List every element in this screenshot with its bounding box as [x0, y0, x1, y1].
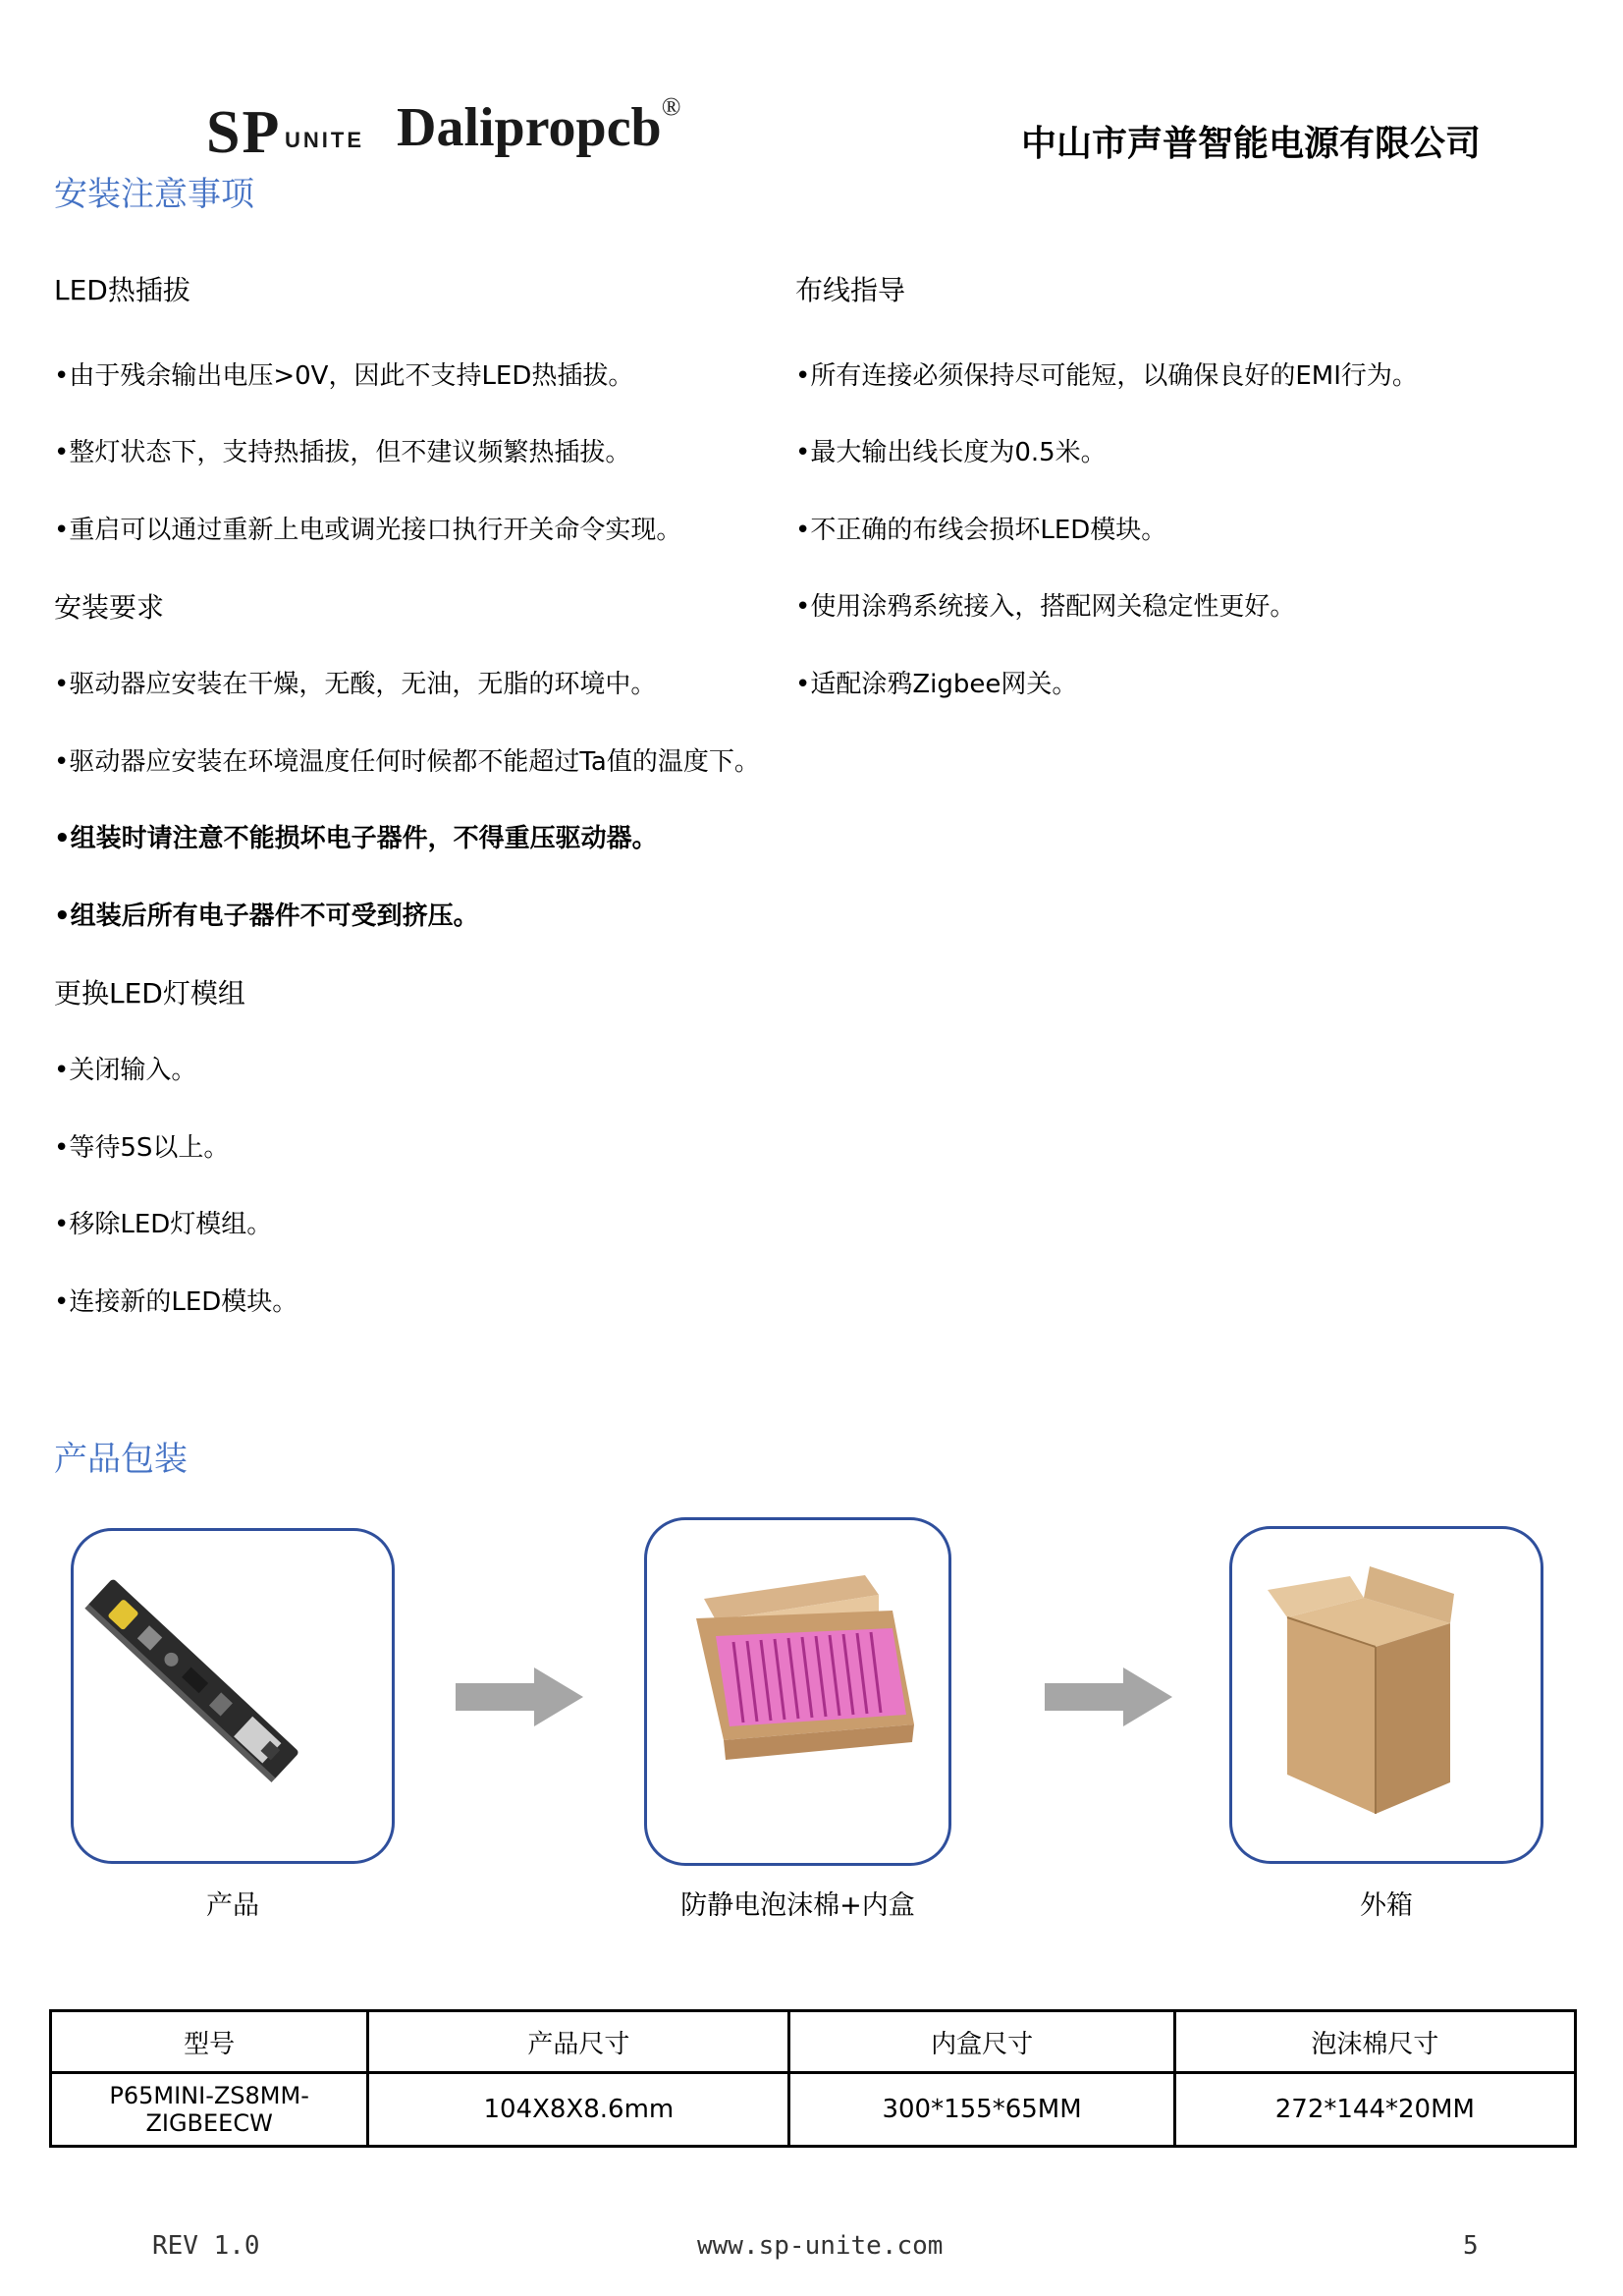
table-cell: 104X8X8.6mm: [368, 2073, 789, 2147]
table-cell: 272*144*20MM: [1174, 2073, 1575, 2147]
table-header-row: [51, 2011, 1576, 2073]
requirements-item: •组装时请注意不能损坏电子器件，不得重压驱动器。: [54, 824, 658, 853]
hotplug-item: •整灯状态下，支持热插拔，但不建议频繁热插拔。: [54, 438, 631, 467]
wiring-item: •不正确的布线会损坏LED模块。: [795, 516, 1167, 545]
packaging-spec-table: [49, 2009, 1577, 2148]
replace-item: •关闭输入。: [54, 1056, 197, 1085]
arrow-right-icon: [456, 1667, 583, 1726]
caption-inner-box: 防静电泡沫棉+内盒: [680, 1890, 915, 1921]
wiring-item: •适配涂鸦Zigbee网关。: [795, 670, 1078, 699]
logo-dali-text: Dalipropcb: [397, 97, 662, 158]
page-number: 5: [1463, 2231, 1479, 2261]
led-driver-board-icon: [74, 1531, 392, 1861]
caption-outer-carton: 外箱: [1360, 1890, 1413, 1921]
table-header: 型号: [51, 2011, 368, 2073]
hotplug-heading: LED热插拔: [54, 274, 190, 306]
registered-mark: ®: [661, 92, 681, 121]
logo-dalipropcb: [397, 92, 681, 159]
company-name: 中山市声普智能电源有限公司: [1020, 124, 1481, 164]
wiring-item: •所有连接必须保持尽可能短，以确保良好的EMI行为。: [795, 361, 1418, 391]
inner-box-image: [644, 1517, 951, 1866]
replace-item: •移除LED灯模组。: [54, 1210, 273, 1239]
product-image: [71, 1528, 395, 1864]
arrow-right-icon: [1045, 1667, 1172, 1726]
replace-item: •连接新的LED模块。: [54, 1287, 298, 1317]
wiring-item: •使用涂鸦系统接入，搭配网关稳定性更好。: [795, 592, 1296, 622]
table-header: 产品尺寸: [368, 2011, 789, 2073]
table-header: 泡沫棉尺寸: [1174, 2011, 1575, 2073]
packaging-title: 产品包装: [54, 1440, 188, 1479]
requirements-heading: 安装要求: [54, 591, 165, 624]
outer-carton-image: [1229, 1526, 1543, 1864]
requirements-item: •驱动器应安装在环境温度任何时候都不能超过Ta值的温度下。: [54, 747, 760, 777]
logo-unite: UNITE: [285, 128, 364, 152]
cardboard-box-icon: [1232, 1529, 1541, 1861]
replace-item: •等待5S以上。: [54, 1133, 230, 1163]
requirements-item: •驱动器应安装在干燥，无酸，无油，无脂的环境中。: [54, 670, 657, 699]
wiring-heading: 布线指导: [795, 274, 906, 306]
logo-sp: SP: [206, 99, 282, 166]
installation-title: 安装注意事项: [54, 175, 254, 214]
caption-product: 产品: [206, 1890, 259, 1921]
replace-heading: 更换LED灯模组: [54, 977, 245, 1010]
hotplug-item: •由于残余输出电压>0V，因此不支持LED热插拔。: [54, 361, 634, 391]
website-label: www.sp-unite.com: [697, 2231, 944, 2261]
table-header: 内盒尺寸: [789, 2011, 1174, 2073]
table-cell: 300*155*65MM: [789, 2073, 1174, 2147]
requirements-item: •组装后所有电子器件不可受到挤压。: [54, 902, 479, 931]
table-row: [51, 2073, 1576, 2147]
hotplug-item: •重启可以通过重新上电或调光接口执行开关命令实现。: [54, 516, 682, 545]
inner-box-foam-icon: [647, 1520, 948, 1863]
wiring-item: •最大输出线长度为0.5米。: [795, 438, 1107, 467]
revision-label: REV 1.0: [152, 2231, 260, 2261]
table-cell-model: P65MINI-ZS8MM-ZIGBEECW: [51, 2073, 368, 2147]
